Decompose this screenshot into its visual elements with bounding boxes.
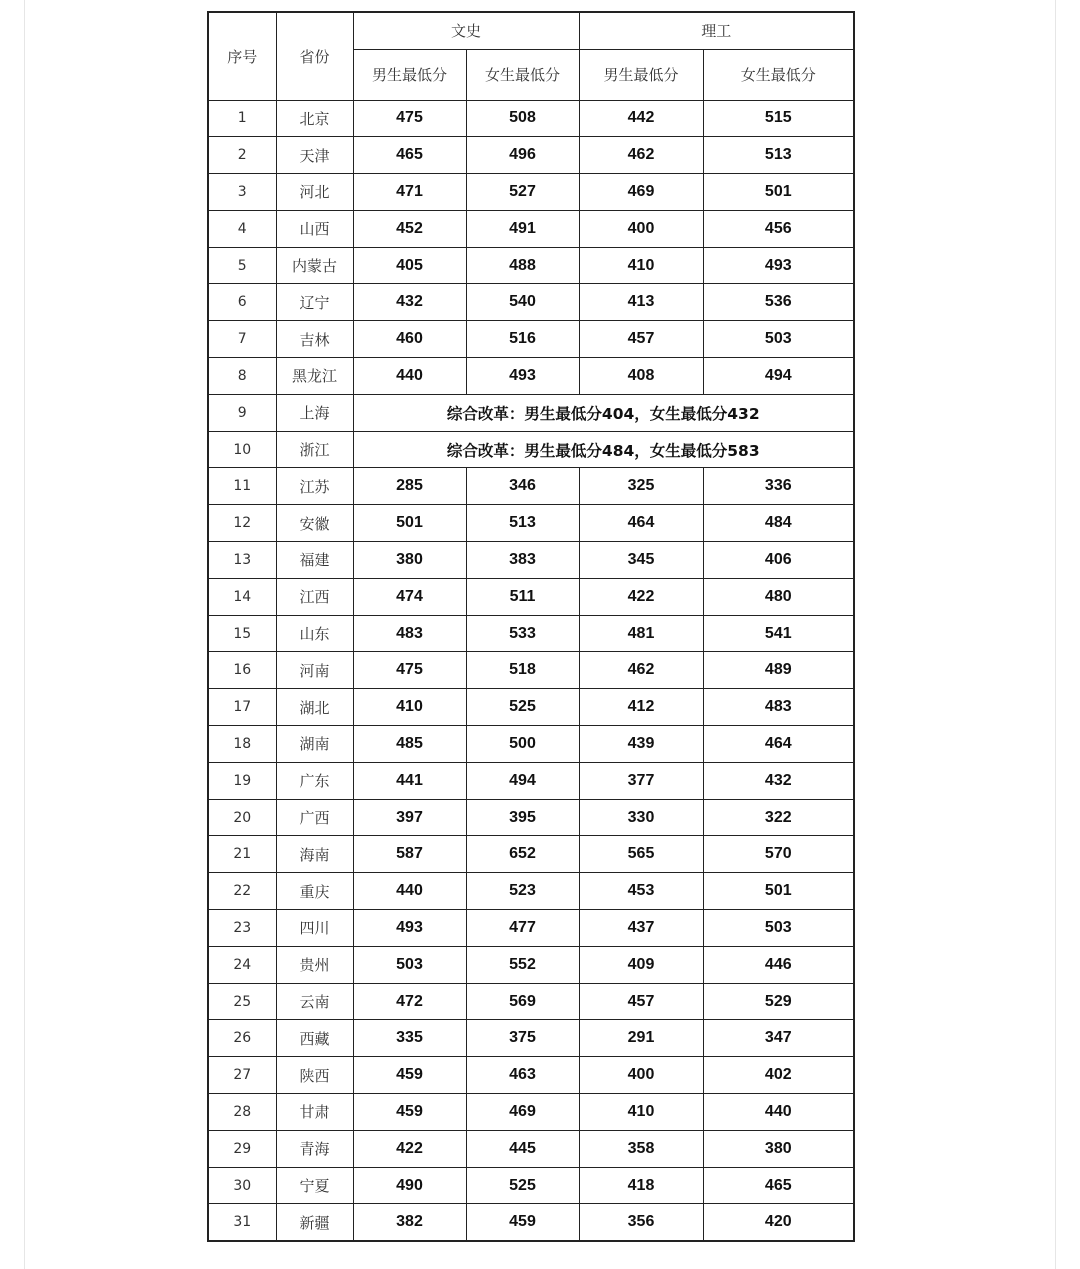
cell-arts-male-min: 465 [353,137,466,174]
cell-arts-male-min: 380 [353,542,466,579]
cell-province: 陕西 [276,1057,353,1094]
cell-arts-male-min: 441 [353,762,466,799]
header-province: 省份 [276,12,353,100]
cell-arts-female-min: 508 [466,100,579,137]
cell-arts-male-min: 460 [353,321,466,358]
cell-arts-female-min: 511 [466,578,579,615]
table-row [208,689,854,726]
cell-arts-male-min: 475 [353,100,466,137]
cell-seq: 12 [208,505,276,542]
cell-seq: 25 [208,983,276,1020]
table-row [208,1020,854,1057]
cell-arts-female-min: 469 [466,1094,579,1131]
cell-seq: 24 [208,946,276,983]
cell-province: 上海 [276,394,353,431]
cell-province: 云南 [276,983,353,1020]
cell-arts-female-min: 496 [466,137,579,174]
table-row [208,100,854,137]
cell-province: 西藏 [276,1020,353,1057]
cell-seq: 4 [208,210,276,247]
cell-science-female-min: 503 [703,910,854,947]
cell-arts-male-min: 405 [353,247,466,284]
cell-arts-male-min: 490 [353,1167,466,1204]
cell-arts-male-min: 471 [353,174,466,211]
cell-seq: 18 [208,726,276,763]
cell-science-male-min: 400 [579,1057,703,1094]
cell-province: 广东 [276,762,353,799]
cell-arts-female-min: 346 [466,468,579,505]
cell-arts-male-min: 410 [353,689,466,726]
cell-arts-male-min: 432 [353,284,466,321]
cell-seq: 9 [208,394,276,431]
cell-seq: 21 [208,836,276,873]
cell-arts-male-min: 503 [353,946,466,983]
cell-science-female-min: 440 [703,1094,854,1131]
cell-province: 甘肃 [276,1094,353,1131]
cell-science-female-min: 322 [703,799,854,836]
cell-province: 河北 [276,174,353,211]
cell-science-male-min: 410 [579,1094,703,1131]
cell-province: 吉林 [276,321,353,358]
cell-arts-female-min: 494 [466,762,579,799]
cell-science-female-min: 501 [703,873,854,910]
cell-science-female-min: 515 [703,100,854,137]
cell-province: 四川 [276,910,353,947]
cell-arts-female-min: 493 [466,358,579,395]
cell-science-male-min: 462 [579,137,703,174]
cell-arts-male-min: 485 [353,726,466,763]
cell-seq: 28 [208,1094,276,1131]
table-row [208,468,854,505]
cell-seq: 8 [208,358,276,395]
cell-arts-female-min: 463 [466,1057,579,1094]
cell-science-male-min: 330 [579,799,703,836]
header-seq: 序号 [208,12,276,100]
table-body [208,100,854,1241]
cell-science-female-min: 380 [703,1130,854,1167]
cell-arts-female-min: 488 [466,247,579,284]
table-row [208,137,854,174]
cell-arts-male-min: 285 [353,468,466,505]
cell-arts-male-min: 335 [353,1020,466,1057]
table-row [208,910,854,947]
cell-arts-female-min: 518 [466,652,579,689]
table-row [208,726,854,763]
cell-science-male-min: 377 [579,762,703,799]
table-row [208,505,854,542]
cell-arts-male-min: 501 [353,505,466,542]
table-row [208,946,854,983]
cell-province: 新疆 [276,1204,353,1241]
cell-province: 湖南 [276,726,353,763]
cell-seq: 31 [208,1204,276,1241]
cell-arts-female-min: 491 [466,210,579,247]
cell-arts-female-min: 445 [466,1130,579,1167]
table-row [208,174,854,211]
cell-science-female-min: 570 [703,836,854,873]
cell-science-female-min: 541 [703,615,854,652]
cell-science-male-min: 410 [579,247,703,284]
cell-seq: 15 [208,615,276,652]
cell-seq: 22 [208,873,276,910]
cell-seq: 29 [208,1130,276,1167]
cell-science-female-min: 402 [703,1057,854,1094]
cell-arts-female-min: 552 [466,946,579,983]
cell-science-female-min: 456 [703,210,854,247]
cell-science-female-min: 494 [703,358,854,395]
table-row [208,836,854,873]
cell-science-female-min: 489 [703,652,854,689]
header-arts-female-min: 女生最低分 [466,49,579,100]
cell-science-male-min: 413 [579,284,703,321]
cell-province: 海南 [276,836,353,873]
cell-science-male-min: 400 [579,210,703,247]
cell-arts-male-min: 483 [353,615,466,652]
cell-province: 湖北 [276,689,353,726]
cell-province: 青海 [276,1130,353,1167]
score-table [207,11,855,1242]
cell-science-male-min: 358 [579,1130,703,1167]
cell-arts-male-min: 440 [353,873,466,910]
table-row [208,578,854,615]
cell-science-male-min: 565 [579,836,703,873]
cell-science-female-min: 432 [703,762,854,799]
cell-science-female-min: 336 [703,468,854,505]
cell-science-female-min: 480 [703,578,854,615]
cell-arts-male-min: 493 [353,910,466,947]
cell-seq: 14 [208,578,276,615]
cell-seq: 2 [208,137,276,174]
cell-arts-female-min: 459 [466,1204,579,1241]
cell-seq: 10 [208,431,276,468]
cell-merged-note: 综合改革：男生最低分404，女生最低分432 [353,394,854,431]
cell-seq: 1 [208,100,276,137]
cell-arts-male-min: 472 [353,983,466,1020]
cell-arts-male-min: 475 [353,652,466,689]
cell-science-male-min: 437 [579,910,703,947]
cell-arts-female-min: 540 [466,284,579,321]
cell-arts-male-min: 459 [353,1057,466,1094]
cell-science-female-min: 501 [703,174,854,211]
header-group-science: 理工 [579,12,854,49]
cell-arts-female-min: 500 [466,726,579,763]
cell-science-male-min: 453 [579,873,703,910]
cell-science-male-min: 462 [579,652,703,689]
cell-science-female-min: 347 [703,1020,854,1057]
cell-science-female-min: 503 [703,321,854,358]
cell-seq: 11 [208,468,276,505]
cell-arts-male-min: 587 [353,836,466,873]
cell-province: 北京 [276,100,353,137]
cell-province: 江苏 [276,468,353,505]
header-arts-male-min: 男生最低分 [353,49,466,100]
cell-seq: 20 [208,799,276,836]
cell-arts-female-min: 513 [466,505,579,542]
cell-arts-female-min: 516 [466,321,579,358]
cell-science-female-min: 446 [703,946,854,983]
cell-science-male-min: 408 [579,358,703,395]
cell-science-male-min: 439 [579,726,703,763]
cell-science-female-min: 493 [703,247,854,284]
table-row [208,1167,854,1204]
cell-arts-female-min: 527 [466,174,579,211]
cell-province: 重庆 [276,873,353,910]
table-row [208,1057,854,1094]
cell-arts-male-min: 459 [353,1094,466,1131]
cell-science-female-min: 484 [703,505,854,542]
cell-seq: 3 [208,174,276,211]
table-row [208,1204,854,1241]
cell-science-male-min: 412 [579,689,703,726]
cell-seq: 13 [208,542,276,579]
table-header [208,12,854,100]
cell-seq: 17 [208,689,276,726]
cell-science-male-min: 469 [579,174,703,211]
cell-science-male-min: 325 [579,468,703,505]
cell-seq: 7 [208,321,276,358]
cell-science-male-min: 345 [579,542,703,579]
cell-merged-note: 综合改革：男生最低分484，女生最低分583 [353,431,854,468]
table-row [208,762,854,799]
cell-science-female-min: 464 [703,726,854,763]
cell-science-female-min: 465 [703,1167,854,1204]
cell-seq: 23 [208,910,276,947]
header-science-female-min: 女生最低分 [703,49,854,100]
header-science-male-min: 男生最低分 [579,49,703,100]
cell-province: 内蒙古 [276,247,353,284]
cell-science-female-min: 483 [703,689,854,726]
cell-province: 江西 [276,578,353,615]
cell-science-female-min: 513 [703,137,854,174]
cell-science-male-min: 457 [579,983,703,1020]
cell-arts-female-min: 395 [466,799,579,836]
table-row [208,431,854,468]
cell-science-female-min: 420 [703,1204,854,1241]
table-row [208,873,854,910]
cell-arts-male-min: 474 [353,578,466,615]
cell-province: 宁夏 [276,1167,353,1204]
cell-science-male-min: 422 [579,578,703,615]
table-row [208,615,854,652]
table-row [208,542,854,579]
cell-province: 黑龙江 [276,358,353,395]
cell-science-female-min: 529 [703,983,854,1020]
table-row [208,284,854,321]
cell-arts-male-min: 440 [353,358,466,395]
cell-province: 广西 [276,799,353,836]
cell-arts-male-min: 422 [353,1130,466,1167]
table-row [208,1094,854,1131]
cell-seq: 5 [208,247,276,284]
header-group-arts: 文史 [353,12,579,49]
table-row [208,652,854,689]
cell-arts-female-min: 477 [466,910,579,947]
cell-seq: 19 [208,762,276,799]
cell-arts-male-min: 397 [353,799,466,836]
table-row [208,1130,854,1167]
cell-science-male-min: 418 [579,1167,703,1204]
cell-province: 贵州 [276,946,353,983]
cell-arts-female-min: 525 [466,689,579,726]
cell-science-male-min: 464 [579,505,703,542]
cell-arts-male-min: 382 [353,1204,466,1241]
cell-seq: 6 [208,284,276,321]
cell-science-male-min: 457 [579,321,703,358]
cell-seq: 16 [208,652,276,689]
cell-science-male-min: 481 [579,615,703,652]
cell-province: 福建 [276,542,353,579]
cell-science-male-min: 442 [579,100,703,137]
cell-province: 山西 [276,210,353,247]
table-row [208,247,854,284]
cell-science-male-min: 356 [579,1204,703,1241]
cell-arts-female-min: 375 [466,1020,579,1057]
cell-science-male-min: 291 [579,1020,703,1057]
cell-province: 山东 [276,615,353,652]
table-row [208,358,854,395]
cell-arts-female-min: 569 [466,983,579,1020]
cell-arts-female-min: 383 [466,542,579,579]
cell-province: 浙江 [276,431,353,468]
cell-arts-female-min: 523 [466,873,579,910]
cell-province: 辽宁 [276,284,353,321]
cell-province: 河南 [276,652,353,689]
table-row [208,321,854,358]
cell-science-female-min: 406 [703,542,854,579]
cell-province: 安徽 [276,505,353,542]
cell-science-female-min: 536 [703,284,854,321]
table-row [208,799,854,836]
cell-province: 天津 [276,137,353,174]
table-row [208,983,854,1020]
table-row [208,394,854,431]
cell-seq: 30 [208,1167,276,1204]
table-row [208,210,854,247]
cell-arts-female-min: 525 [466,1167,579,1204]
cell-science-male-min: 409 [579,946,703,983]
cell-seq: 27 [208,1057,276,1094]
cell-arts-female-min: 533 [466,615,579,652]
cell-seq: 26 [208,1020,276,1057]
cell-arts-female-min: 652 [466,836,579,873]
cell-arts-male-min: 452 [353,210,466,247]
